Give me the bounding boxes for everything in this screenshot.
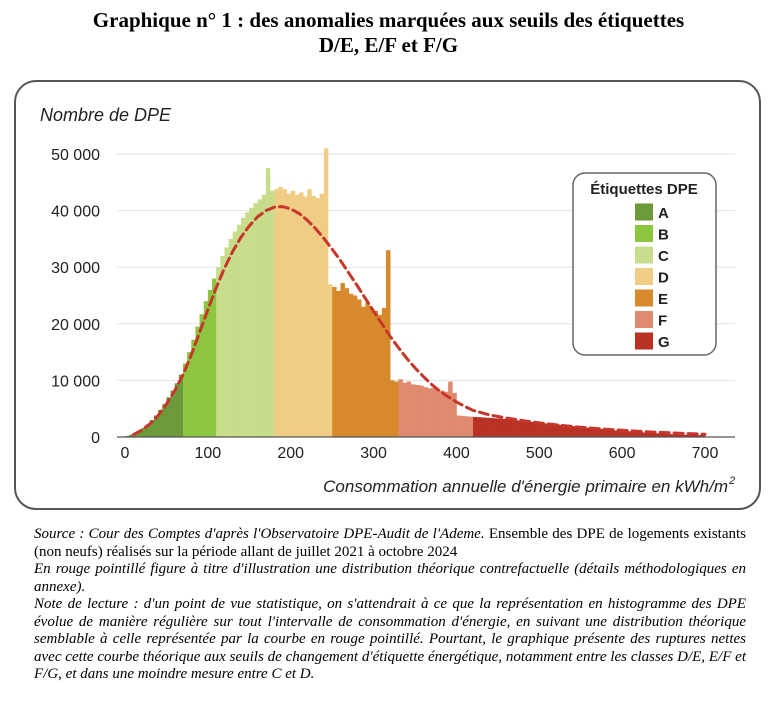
y-tick-label: 40 000 — [51, 203, 100, 221]
curve-note: En rouge pointillé figure à titre d'illustration une distribution théorique contrefactuelle (détails méthodologiques en annexe). — [34, 561, 746, 595]
histogram-bar — [448, 382, 452, 437]
histogram-bar — [142, 428, 146, 437]
histogram-bar — [423, 387, 427, 437]
legend-label-g: G — [658, 334, 670, 351]
histogram-bar — [440, 391, 444, 437]
histogram-bar — [407, 382, 411, 437]
source-note — [34, 526, 746, 561]
histogram-bar — [295, 195, 299, 437]
histogram-bar — [535, 423, 539, 437]
histogram-bar — [336, 291, 340, 437]
histogram-bar — [527, 422, 531, 437]
histogram-bar — [291, 191, 295, 437]
histogram-bar — [328, 284, 332, 437]
histogram-bar — [241, 218, 245, 437]
x-tick-label: 700 — [691, 445, 719, 462]
histogram-bar — [278, 187, 282, 437]
figure-title-line-1: Graphique n° 1 : des anomalies marquées aux seuils des étiquettes — [92, 8, 685, 32]
histogram-bar — [220, 256, 224, 437]
histogram-bar — [229, 239, 233, 437]
histogram-bar — [349, 294, 353, 437]
histogram-bar — [332, 287, 336, 437]
y-tick-label: 50 000 — [51, 147, 100, 164]
histogram-bar — [162, 404, 166, 437]
histogram-bar — [585, 428, 589, 437]
histogram-bar — [419, 385, 423, 437]
x-tick-label: 0 — [120, 445, 130, 462]
y-axis-title: Nombre de DPE — [40, 105, 172, 125]
histogram-bar — [299, 192, 303, 437]
histogram-bar — [282, 189, 286, 437]
histogram-bar — [374, 311, 378, 437]
histogram-bar — [224, 247, 228, 437]
histogram-bar — [490, 418, 494, 437]
legend-swatch-b — [635, 225, 653, 242]
y-tick-label: 30 000 — [51, 260, 100, 278]
histogram-bar — [415, 385, 419, 437]
histogram-bar — [461, 416, 465, 437]
histogram-bar — [427, 388, 431, 437]
y-tick-label: 10 000 — [51, 373, 100, 391]
histogram-bar — [245, 212, 249, 437]
legend-label-d: D — [658, 269, 669, 287]
histogram-bar — [494, 418, 498, 437]
histogram-bar — [237, 225, 241, 437]
histogram-bar — [357, 299, 361, 437]
legend-label-c: C — [658, 248, 669, 265]
x-tick-label: 600 — [608, 445, 636, 462]
legend-swatch-g — [635, 333, 653, 350]
histogram-bar — [340, 283, 344, 437]
y-tick-label: 0 — [91, 430, 100, 447]
histogram-bar — [171, 391, 175, 437]
x-tick-label: 300 — [360, 445, 387, 462]
histogram-bar — [444, 392, 448, 437]
histogram-bar — [390, 380, 394, 437]
histogram-bar — [361, 307, 365, 437]
histogram-bar — [287, 194, 291, 437]
histogram-bar — [353, 296, 357, 438]
histogram-bar — [498, 419, 502, 437]
figure-title-line-2: D/E, E/F et F/G — [318, 33, 459, 57]
histogram-bar — [481, 417, 485, 437]
x-tick-label: 100 — [194, 445, 222, 462]
histogram-bar — [539, 423, 543, 437]
legend-swatch-c — [635, 247, 653, 264]
histogram-bar — [510, 420, 514, 437]
histogram-bar — [506, 419, 510, 437]
histogram-bar — [204, 301, 208, 437]
histogram-bar — [253, 203, 257, 437]
x-tick-label: 200 — [277, 445, 305, 462]
histogram-bar — [233, 232, 237, 437]
histogram-bar — [386, 250, 390, 437]
histogram-bar — [523, 421, 527, 437]
histogram-bar — [502, 419, 506, 437]
histogram-bar — [485, 418, 489, 437]
histogram-bar — [345, 288, 349, 437]
legend-title: Étiquettes DPE — [590, 181, 698, 198]
histogram-bar — [436, 389, 440, 437]
legend-swatch-e — [635, 290, 653, 307]
histogram-bar — [262, 195, 266, 437]
legend-label-e: E — [658, 291, 669, 308]
histogram-bar — [432, 388, 436, 437]
legend-label-a: A — [658, 205, 669, 222]
x-axis-title: Consommation annuelle d'énergie primaire en kWh/m — [323, 477, 728, 496]
figure-notes — [34, 526, 746, 684]
histogram-bar — [369, 309, 373, 437]
histogram-bar — [274, 189, 278, 437]
histogram-bar — [307, 189, 311, 437]
reading-note: Note de lecture : d'un point de vue statistique, on s'attendrait à ce que la représentation en histogramme des DPE évolue de manière régulière sur tout l'intervalle de consommation d'énergie, en suivant une distribution théorique semblable à celle représentée par la courbe en rouge pointillé. Pourtant, le graphique présente des ruptures nettes avec cette courbe théorique aux seuils de changement d'étiquette énergétique, notamment entre les classes D/E, E/F et F/G, et dans une moindre mesure entre C et D. — [34, 596, 746, 682]
legend-swatch-d — [635, 268, 653, 285]
histogram-bar — [324, 148, 328, 437]
histogram-bar — [614, 430, 618, 437]
histogram-bar — [543, 423, 547, 437]
legend-swatch-a — [635, 204, 653, 221]
histogram-bar — [626, 431, 630, 437]
histogram-bar — [216, 267, 220, 437]
source-description: Ensemble des DPE de logements existants (non neufs) réalisés sur la période allant de juillet 2021 à octobre 2024 — [34, 526, 747, 560]
x-axis-title-superscript: 2 — [729, 475, 736, 487]
histogram-bar — [411, 384, 415, 437]
histogram-bar — [394, 382, 398, 437]
x-tick-label: 400 — [443, 445, 470, 462]
histogram-bar — [519, 421, 523, 437]
legend-label-f: F — [658, 312, 668, 330]
histogram-bar — [403, 383, 407, 437]
histogram-bar — [514, 420, 518, 437]
histogram-bar — [249, 208, 253, 437]
histogram-bar — [531, 422, 535, 437]
histogram-bar — [303, 196, 307, 437]
histogram-bar — [473, 417, 477, 437]
histogram-bar — [320, 194, 324, 437]
histogram-bar — [365, 302, 369, 437]
histogram-bar — [311, 196, 315, 437]
histogram-bar — [398, 379, 402, 437]
histogram-bar — [469, 417, 473, 437]
histogram-bar — [477, 417, 481, 437]
histogram-bar — [258, 199, 262, 437]
y-tick-label: 20 000 — [51, 316, 100, 334]
x-tick-label: 500 — [525, 445, 553, 462]
histogram-bar — [556, 425, 560, 437]
legend-label-b: B — [658, 226, 669, 244]
histogram-bar — [465, 416, 469, 437]
legend-swatch-f — [635, 311, 653, 328]
histogram-bar — [212, 279, 216, 437]
histogram-bar — [456, 415, 460, 437]
source-label: Source : Cour des Comptes d'après l'Observatoire DPE-Audit de l'Ademe. — [34, 526, 485, 542]
histogram-bar — [270, 191, 274, 437]
histogram-bar — [378, 315, 382, 437]
